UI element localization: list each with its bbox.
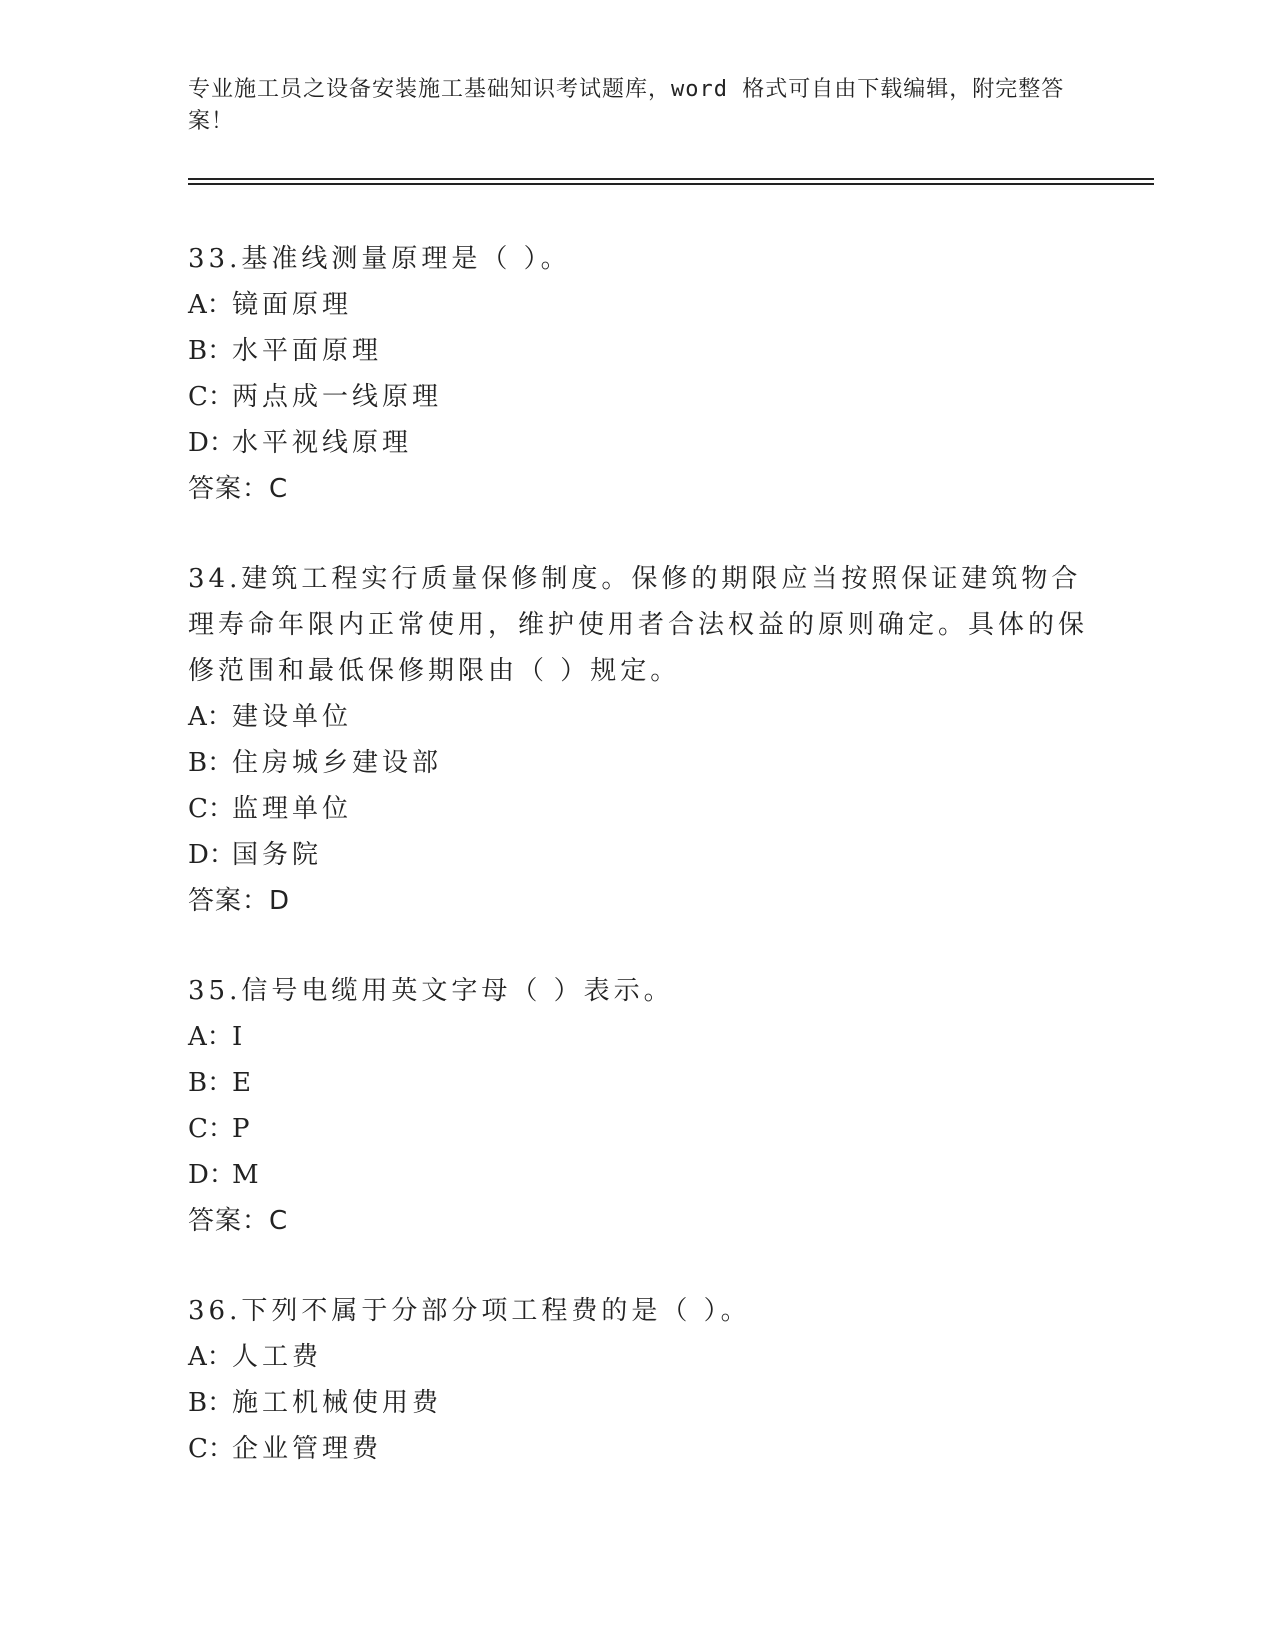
option-text: 水平视线原理 bbox=[232, 428, 413, 458]
question-list bbox=[188, 236, 1088, 1516]
option-text: 施工机械使用费 bbox=[232, 1388, 443, 1418]
option-letter: A： bbox=[188, 702, 233, 732]
option-letter: D： bbox=[188, 840, 235, 870]
header-rule-top bbox=[188, 178, 1154, 180]
option-c bbox=[188, 1426, 1088, 1472]
option-text: 国务院 bbox=[232, 840, 323, 870]
option-letter: B： bbox=[188, 1068, 234, 1098]
option-letter: C： bbox=[188, 1434, 234, 1464]
question-stem: 34.建筑工程实行质量保修制度。保修的期限应当按照保证建筑物合理寿命年限内正常使用，维护使用者合法权益的原则确定。具体的保修范围和最低保修期限由（ ）规定。 bbox=[188, 564, 1089, 686]
option-c bbox=[188, 1106, 1088, 1152]
option-c bbox=[188, 786, 1088, 832]
option-text: P bbox=[232, 1114, 254, 1144]
option-text: 建设单位 bbox=[232, 702, 353, 732]
option-d bbox=[188, 1152, 1088, 1198]
option-letter: D： bbox=[188, 428, 235, 458]
option-text: 两点成一线原理 bbox=[232, 382, 443, 412]
option-text: I bbox=[232, 1022, 247, 1052]
option-text: M bbox=[232, 1160, 263, 1190]
option-letter: D： bbox=[188, 1160, 235, 1190]
answer-line: 答案：C bbox=[188, 474, 289, 504]
option-letter: C： bbox=[188, 794, 234, 824]
option-letter: B： bbox=[188, 336, 234, 366]
document-header: 专业施工员之设备安装施工基础知识考试题库，word 格式可自由下载编辑，附完整答案！ bbox=[188, 77, 1065, 134]
question-stem: 33.基准线测量原理是（ ）。 bbox=[188, 244, 571, 274]
question-stem: 36.下列不属于分部分项工程费的是（ ）。 bbox=[188, 1296, 751, 1326]
option-c bbox=[188, 374, 1088, 420]
option-text: 监理单位 bbox=[232, 794, 353, 824]
option-text: 人工费 bbox=[232, 1342, 323, 1372]
option-b bbox=[188, 328, 1088, 374]
option-a bbox=[188, 1334, 1088, 1380]
question-35 bbox=[188, 968, 1088, 1244]
option-letter: B： bbox=[188, 1388, 234, 1418]
question-33 bbox=[188, 236, 1088, 512]
answer-line: 答案：C bbox=[188, 1206, 289, 1236]
option-b bbox=[188, 740, 1088, 786]
option-letter: A： bbox=[188, 290, 233, 320]
option-letter: C： bbox=[188, 1114, 234, 1144]
option-a bbox=[188, 1014, 1088, 1060]
option-text: E bbox=[232, 1068, 255, 1098]
option-text: 镜面原理 bbox=[232, 290, 353, 320]
option-a bbox=[188, 694, 1088, 740]
option-text: 企业管理费 bbox=[232, 1434, 383, 1464]
option-a bbox=[188, 282, 1088, 328]
option-letter: A： bbox=[188, 1342, 233, 1372]
option-letter: C： bbox=[188, 382, 234, 412]
option-b bbox=[188, 1060, 1088, 1106]
option-d bbox=[188, 420, 1088, 466]
question-stem: 35.信号电缆用英文字母（ ）表示。 bbox=[188, 976, 674, 1006]
header-rule-bottom bbox=[188, 183, 1154, 185]
option-letter: B： bbox=[188, 748, 234, 778]
option-text: 水平面原理 bbox=[232, 336, 383, 366]
option-letter: A： bbox=[188, 1022, 233, 1052]
answer-line: 答案：D bbox=[188, 886, 291, 916]
question-34 bbox=[188, 556, 1088, 924]
option-b bbox=[188, 1380, 1088, 1426]
option-text: 住房城乡建设部 bbox=[232, 748, 443, 778]
question-36 bbox=[188, 1288, 1088, 1472]
option-d bbox=[188, 832, 1088, 878]
